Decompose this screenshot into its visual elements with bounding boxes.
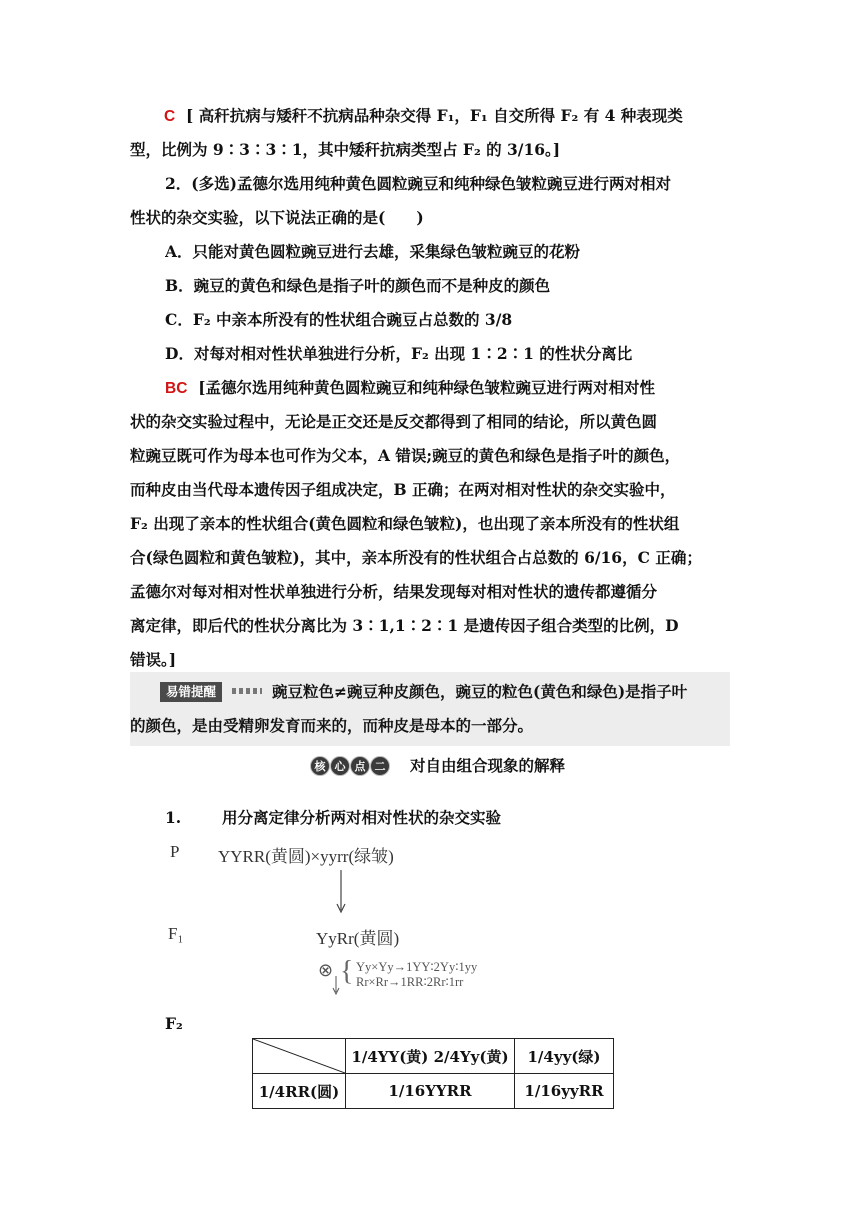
diagonal-line bbox=[253, 1039, 345, 1073]
table-header-yy-green: 1/4yy(绿) bbox=[515, 1039, 614, 1074]
answer-2-line-2: 状的杂交实验过程中，无论是正交还是反交都得到了相同的结论，所以黄色圆 bbox=[130, 412, 658, 431]
rule-yy: Yy×Yy→1YY∶2Yy∶1yy bbox=[356, 960, 478, 974]
f2-label: F₂ bbox=[165, 1014, 183, 1033]
option-d: D．对每对相对性状单独进行分析，F₂ 出现 1∶2∶1 的性状分离比 bbox=[165, 344, 633, 363]
subsection-number: 1. bbox=[165, 808, 182, 827]
f2-punnett-table bbox=[252, 1038, 614, 1109]
section-badge-char-1: 核 bbox=[310, 756, 330, 776]
section-badge-char-4: 二 bbox=[370, 756, 390, 776]
table-corner-cell bbox=[253, 1039, 346, 1074]
option-c: C．F₂ 中亲本所没有的性状组合豌豆占总数的 3/8 bbox=[165, 310, 513, 329]
answer-2-label: BC bbox=[165, 380, 188, 397]
answer-2-line-7: 孟德尔对每对相对性状单独进行分析，结果发现每对相对性状的遗传都遵循分 bbox=[130, 582, 658, 601]
subsection-title: 用分离定律分析两对相对性状的杂交实验 bbox=[222, 808, 502, 827]
tip-line-2: 的颜色，是由受精卵发育而来的，而种皮是母本的一部分。 bbox=[130, 716, 534, 735]
answer-2-line-5: F₂ 出现了亲本的性状组合(黄色圆粒和绿色皱粒)，也出现了亲本所没有的性状组 bbox=[130, 514, 680, 533]
answer-1-label: C bbox=[164, 108, 176, 125]
table-row bbox=[253, 1074, 614, 1109]
table-cell: 1/16YYRR bbox=[346, 1074, 515, 1109]
tip-dots-decoration bbox=[232, 688, 262, 694]
answer-2-line-8: 离定律，即后代的性状分离比为 3∶1,1∶2∶1 是遗传因子组合类型的比例，D bbox=[130, 616, 679, 635]
f1-text: YyRr(黄圆) bbox=[316, 929, 400, 948]
question-2-line-1: 2．(多选)孟德尔选用纯种黄色圆粒豌豆和纯种绿色皱粒豌豆进行两对相对 bbox=[165, 174, 671, 193]
section-title: 对自由组合现象的解释 bbox=[410, 756, 566, 775]
table-row bbox=[253, 1039, 614, 1074]
down-arrow-icon bbox=[334, 870, 348, 914]
answer-2-line-3: 粒豌豆既可作为母本也可作为父本，A 错误;豌豆的黄色和绿色是指子叶的颜色， bbox=[130, 446, 681, 465]
selfing-icon: ⊗ bbox=[318, 960, 334, 980]
rule-rr: Rr×Rr→1RR∶2Rr∶1rr bbox=[356, 975, 464, 989]
f1-label: F₁ bbox=[168, 924, 184, 943]
answer-1-line-2: 型，比例为 9∶3∶3∶1，其中矮秆抗病类型占 F₂ 的 3/16。] bbox=[130, 140, 561, 159]
table-cell: 1/16yyRR bbox=[515, 1074, 614, 1109]
option-b: B．豌豆的黄色和绿色是指子叶的颜色而不是种皮的颜色 bbox=[165, 276, 551, 295]
section-badge-char-2: 心 bbox=[330, 756, 350, 776]
p-cross-text: YYRR(黄圆)×yyrr(绿皱) bbox=[218, 847, 394, 866]
table-header-yy: 1/4YY(黄) 2/4Yy(黄) bbox=[346, 1039, 515, 1074]
option-a: A．只能对黄色圆粒豌豆进行去雄，采集绿色皱粒豌豆的花粉 bbox=[165, 242, 581, 261]
answer-2-line-6: 合(绿色圆粒和黄色皱粒)，其中，亲本所没有的性状组合占总数的 6/16，C 正确； bbox=[130, 548, 702, 567]
answer-2-line-1: BC [孟德尔选用纯种黄色圆粒豌豆和纯种绿色皱粒豌豆进行两对相对性 bbox=[165, 378, 656, 397]
tip-line-1: 豌豆粒色≠豌豆种皮颜色，豌豆的粒色(黄色和绿色)是指子叶 bbox=[272, 682, 688, 701]
section-badge-char-3: 点 bbox=[350, 756, 370, 776]
p-label: P bbox=[170, 842, 180, 861]
answer-2-line-9: 错误。] bbox=[130, 650, 177, 669]
brace: { bbox=[340, 956, 354, 987]
table-row-label: 1/4RR(圆) bbox=[253, 1074, 346, 1109]
question-2-line-2: 性状的杂交实验，以下说法正确的是( ) bbox=[130, 208, 424, 227]
tip-badge: 易错提醒 bbox=[160, 682, 222, 702]
answer-1-line-1: C [ 高秆抗病与矮秆不抗病品种杂交得 F₁，F₁ 自交所得 F₂ 有 4 种表现类 bbox=[164, 106, 683, 125]
answer-2-line-4: 而种皮由当代母本遗传因子组成决定，B 正确；在两对相对性状的杂交实验中， bbox=[130, 480, 676, 499]
